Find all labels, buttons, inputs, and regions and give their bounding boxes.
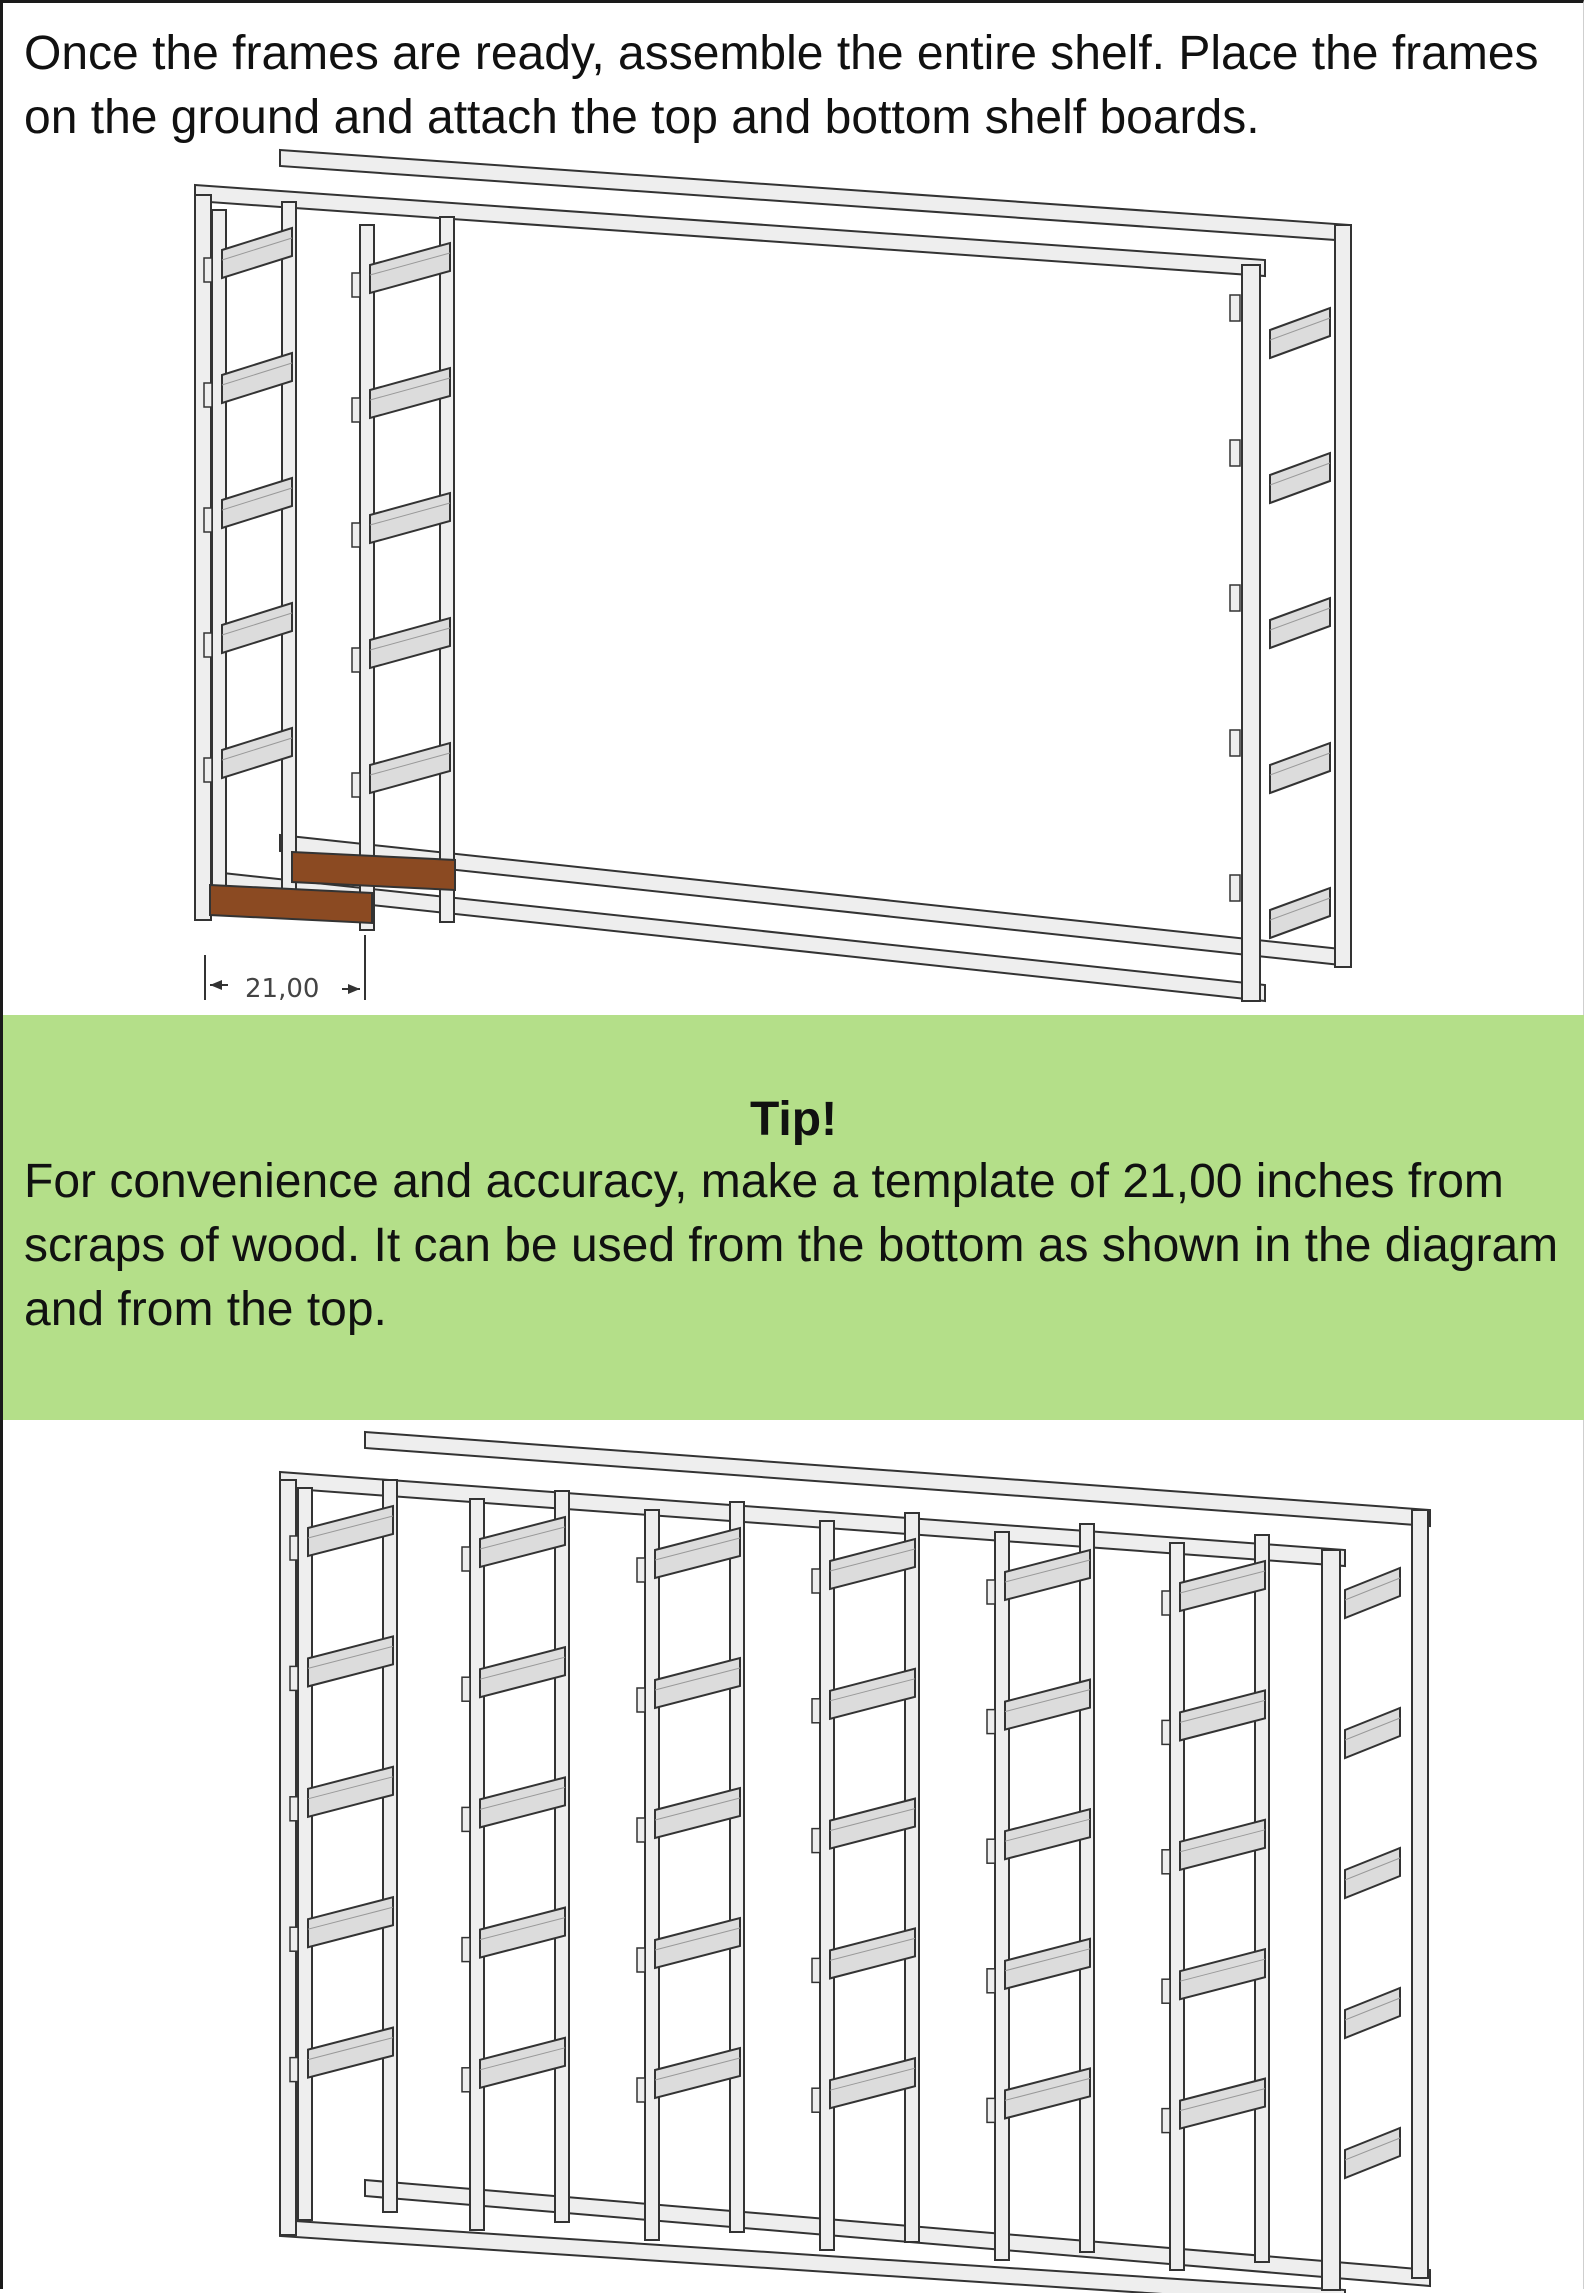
ladder-3-slat [655, 1788, 740, 1838]
tip-body: For convenience and accuracy, make a template of 21,00 inches from scraps of wood. It can be used from the bottom as shown in the diagram and from the top. [24, 1155, 1559, 1336]
ladder-3-slat [655, 1528, 740, 1578]
ladder-6-cleat [1162, 2109, 1170, 2133]
left-outer-ladder-cleat [204, 508, 212, 532]
ladder-6-slat [1180, 1949, 1265, 1999]
left-outer-ladder-cleat [204, 383, 212, 407]
left-outer-ladder-cleat [204, 758, 212, 782]
ladder-1-slat [308, 1636, 393, 1686]
ladder-4-slat [830, 1799, 915, 1849]
shelf-frames-diagram [0, 135, 1588, 1015]
left-inner-ladder-cleat [352, 523, 360, 547]
ladder-6-cleat [1162, 1591, 1170, 1615]
right-ladder-slat [1270, 743, 1330, 793]
ladder-2-cleat [462, 1807, 470, 1831]
left-inner-ladder-cleat [352, 273, 360, 297]
ladder-4-slat [830, 1928, 915, 1978]
ladder-5-cleat [987, 1710, 995, 1734]
ladder-6-cleat [1162, 1850, 1170, 1874]
right-ladder-cleat [1230, 875, 1240, 901]
ladder-3-cleat [637, 1558, 645, 1582]
ladder-5-slat [1005, 1550, 1090, 1600]
ladder-5-slat [1005, 1809, 1090, 1859]
tip-title: Tip! [749, 1093, 838, 1146]
ladder-1-cleat [290, 1797, 298, 1821]
front-top-rail [280, 1472, 1345, 1566]
ladder-3-post-right [730, 1502, 744, 2232]
ladder-5-slat [1005, 1939, 1090, 1989]
right-ladder-cleat [1230, 730, 1240, 756]
ladder-5-cleat [987, 2098, 995, 2122]
ladder-1-cleat [290, 1927, 298, 1951]
left-inner-ladder-cleat [352, 773, 360, 797]
ladder-4-cleat [812, 1958, 820, 1982]
intro-paragraph: Once the frames are ready, assemble the entire shelf. Place the frames on the ground and attach the top and bottom shelf boards. [24, 27, 1539, 144]
ladder-1-cleat [290, 2058, 298, 2082]
left-inner-ladder-post-left [360, 225, 374, 930]
ladder-1-slat [308, 1897, 393, 1947]
right-end-slat [1345, 1848, 1400, 1898]
assembled-shelf-drawing [280, 1432, 1430, 2293]
front-top-rail [195, 185, 1265, 276]
ladder-2-post-right [555, 1491, 569, 2222]
shelf-frames-drawing [195, 150, 1351, 1001]
ladder-1-post-left [298, 1488, 312, 2220]
right-ladder-slat [1270, 598, 1330, 648]
right-end-slat [1345, 1568, 1400, 1618]
ladder-5-post-left [995, 1532, 1009, 2260]
ladder-3-cleat [637, 1948, 645, 1972]
ladder-2-cleat [462, 1677, 470, 1701]
ladder-5-slat [1005, 2068, 1090, 2118]
ladder-3-cleat [637, 1818, 645, 1842]
ladder-4-post-right [905, 1513, 919, 2242]
ladder-6-post-left [1170, 1543, 1184, 2270]
left-outer-ladder-post-left [212, 210, 226, 915]
front-right-post [1322, 1550, 1340, 2290]
ladder-3-slat [655, 1918, 740, 1968]
ladder-6-slat [1180, 1561, 1265, 1611]
ladder-4-slat [830, 1539, 915, 1589]
front-left-post [280, 1480, 296, 2235]
right-ladder-slat [1270, 308, 1330, 358]
dimension-marker [205, 935, 365, 1004]
ladder-2-slat [480, 1777, 565, 1827]
ladder-1-slat [308, 2028, 393, 2078]
ladder-4-post-left [820, 1521, 834, 2250]
ladder-2-slat [480, 1647, 565, 1697]
ladder-5-post-right [1080, 1524, 1094, 2252]
ladder-6-post-right [1255, 1535, 1269, 2262]
ladder-4-slat [830, 1669, 915, 1719]
ladder-2-slat [480, 1517, 565, 1567]
ladder-2-cleat [462, 1938, 470, 1962]
assembled-shelf-diagram [0, 1420, 1588, 2293]
left-inner-ladder-slat [370, 368, 450, 418]
ladder-1-cleat [290, 1666, 298, 1690]
back-top-rail [365, 1432, 1430, 1526]
ladder-2-slat [480, 1908, 565, 1958]
left-inner-ladder-cleat [352, 648, 360, 672]
ladder-4-cleat [812, 1569, 820, 1593]
ladder-4-cleat [812, 2088, 820, 2112]
right-ladder-slat [1270, 453, 1330, 503]
ladder-3-slat [655, 2048, 740, 2098]
ladder-1-slat [308, 1506, 393, 1556]
tip-box [3, 1015, 1584, 1420]
ladder-3-slat [655, 1658, 740, 1708]
left-inner-ladder-cleat [352, 398, 360, 422]
ladder-1-slat [308, 1767, 393, 1817]
ladder-6-slat [1180, 2079, 1265, 2129]
left-inner-ladder-slat [370, 618, 450, 668]
left-outer-ladder-cleat [204, 633, 212, 657]
dimension-label: 21,00 [245, 974, 320, 1004]
right-ladder-slat [1270, 888, 1330, 938]
ladder-1-cleat [290, 1536, 298, 1560]
ladder-6-cleat [1162, 1720, 1170, 1744]
ladder-5-slat [1005, 1680, 1090, 1730]
ladder-6-slat [1180, 1820, 1265, 1870]
ladder-2-post-left [470, 1499, 484, 2230]
front-left-post [195, 195, 211, 920]
right-end-slat [1345, 2128, 1400, 2178]
left-outer-ladder-cleat [204, 258, 212, 282]
front-right-post [1242, 265, 1260, 1001]
ladder-2-cleat [462, 2068, 470, 2092]
ladder-3-post-left [645, 1510, 659, 2240]
right-end-slat [1345, 1988, 1400, 2038]
ladder-3-cleat [637, 1688, 645, 1712]
back-right-post [1412, 1510, 1428, 2278]
ladder-2-cleat [462, 1547, 470, 1571]
left-inner-ladder-slat [370, 493, 450, 543]
left-inner-ladder-slat [370, 743, 450, 793]
ladder-5-cleat [987, 1969, 995, 1993]
left-inner-ladder-post-right [440, 217, 454, 922]
right-ladder-cleat [1230, 295, 1240, 321]
ladder-3-cleat [637, 2078, 645, 2102]
ladder-6-slat [1180, 1690, 1265, 1740]
ladder-5-cleat [987, 1580, 995, 1604]
ladder-4-cleat [812, 1699, 820, 1723]
left-outer-ladder-post-right [282, 202, 296, 907]
right-end-slat [1345, 1708, 1400, 1758]
ladder-6-cleat [1162, 1979, 1170, 2003]
left-inner-ladder-slat [370, 243, 450, 293]
back-right-post [1335, 225, 1351, 967]
ladder-4-cleat [812, 1829, 820, 1853]
right-ladder-cleat [1230, 585, 1240, 611]
ladder-4-slat [830, 2058, 915, 2108]
ladder-2-slat [480, 2038, 565, 2088]
ladder-5-cleat [987, 1839, 995, 1863]
ladder-1-post-right [383, 1480, 397, 2212]
right-ladder-cleat [1230, 440, 1240, 466]
